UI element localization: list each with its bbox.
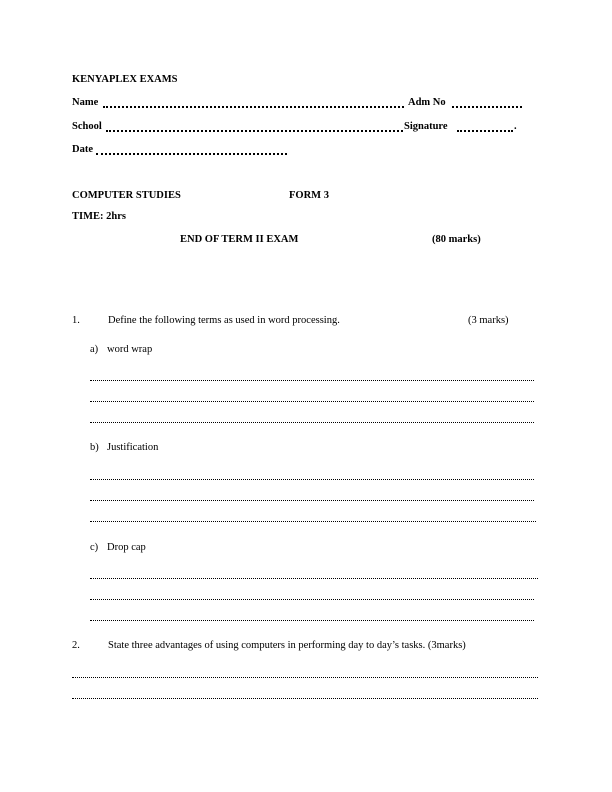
date-label: Date [72,144,93,155]
question-text: State three advantages of using computers in performing day to day’s tasks. (3marks) [108,640,466,651]
school-label: School [72,121,102,132]
org-name: KENYAPLEX EXAMS [72,74,178,85]
name-label: Name [72,97,99,108]
answer-line[interactable] [72,677,538,678]
part-label: a) [90,344,99,355]
subject: COMPUTER STUDIES [72,190,181,201]
date-field[interactable] [96,153,287,155]
part-label: c) [90,542,99,553]
answer-line[interactable] [90,620,534,621]
answer-line[interactable] [90,479,534,480]
answer-line[interactable] [90,521,536,522]
part-label: b) [90,442,99,453]
school-field[interactable] [106,130,403,132]
answer-line[interactable] [90,401,534,402]
time-allowed: TIME: 2hrs [72,211,126,222]
signature-field[interactable] [457,130,513,132]
total-marks: (80 marks) [432,234,481,245]
answer-line[interactable] [90,578,538,579]
signature-label: Signature [404,121,448,132]
adm-no-field[interactable] [452,106,522,108]
answer-line[interactable] [90,422,534,423]
exam-title: END OF TERM II EXAM [180,234,299,245]
adm-no-label: Adm No [408,97,446,108]
part-text: Justification [107,442,159,453]
answer-line[interactable] [90,380,534,381]
question-number: 1. [72,315,80,326]
question-marks: (3 marks) [468,315,509,326]
form-level: FORM 3 [289,190,329,201]
question-text: Define the following terms as used in word processing. [108,315,340,326]
signature-end: . [514,121,517,132]
part-text: Drop cap [107,542,146,553]
answer-line[interactable] [72,698,538,699]
name-field[interactable] [103,106,404,108]
answer-line[interactable] [90,500,534,501]
question-number: 2. [72,640,80,651]
answer-line[interactable] [90,599,534,600]
part-text: word wrap [107,344,153,355]
